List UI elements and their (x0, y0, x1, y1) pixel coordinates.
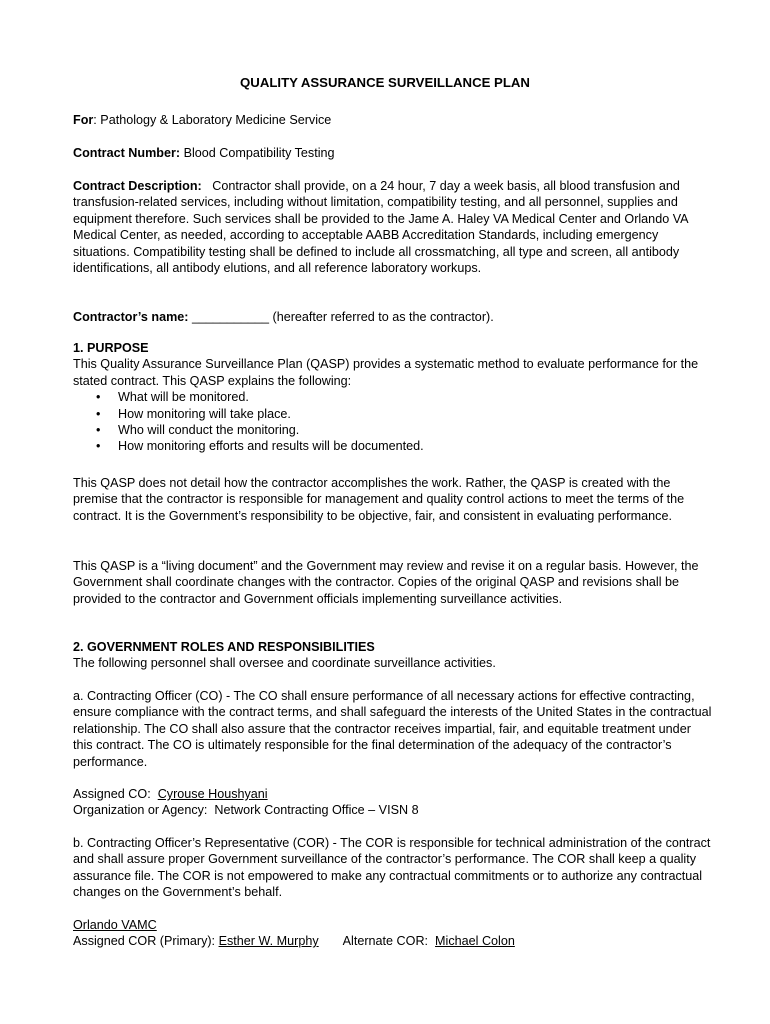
purpose-paragraph-1: This QASP does not detail how the contractor accomplishes the work. Rather, the QASP is created with the premise that the contractor is responsible for management and quality control actions to meet the terms of the contract. It is the Government’s responsibility to be objective, fair, and consistent in evaluating performance. (73, 476, 685, 523)
list-item: • What will be monitored. (73, 389, 713, 405)
assigned-co-line (73, 786, 713, 802)
contractor-name-label: Contractor’s name: (73, 310, 189, 324)
purpose-paragraph-2: This QASP is a “living document” and the Government may review and revise it on a regular basis. However, the Government shall coordinate changes with the contractor. Copies of the original QASP and revisions shall be provided to the contractor and Government officials implementing surveillance activities. (73, 559, 699, 606)
purpose-bullet-list (73, 389, 713, 455)
assigned-co-name: Cyrouse Houshyani (157, 787, 268, 801)
primary-cor-label: Assigned COR (Primary): (73, 934, 216, 949)
contract-number-line (73, 145, 713, 161)
purpose-heading: 1. PURPOSE (73, 341, 149, 355)
organization-label: Organization or Agency: (73, 803, 208, 818)
document-title: QUALITY ASSURANCE SURVEILLANCE PLAN (240, 75, 530, 90)
roles-heading: 2. GOVERNMENT ROLES AND RESPONSIBILITIES (73, 640, 375, 654)
alternate-cor-label: Alternate COR: (342, 934, 429, 949)
site-name: Orlando VAMC (73, 918, 157, 932)
for-colon: : (93, 113, 97, 127)
for-value: Pathology & Laboratory Medicine Service (100, 113, 332, 127)
cor-assignment-line (73, 933, 713, 949)
contractor-name-line (73, 309, 713, 325)
assigned-co-block (73, 786, 713, 819)
contract-number-label: Contract Number: (73, 146, 181, 160)
primary-cor-name: Esther W. Murphy (218, 934, 319, 949)
contract-number-value: Blood Compatibility Testing (183, 146, 335, 160)
list-item: • Who will conduct the monitoring. (73, 422, 713, 438)
for-label: For (73, 113, 94, 127)
organization-line (73, 802, 713, 818)
roles-intro: The following personnel shall oversee and coordinate surveillance activities. (73, 656, 496, 671)
contract-description-label: Contract Description: (73, 179, 202, 193)
purpose-section (73, 340, 713, 455)
list-item: • How monitoring efforts and results will be documented. (73, 438, 713, 454)
purpose-intro: This Quality Assurance Surveillance Plan (QASP) provides a systematic method to evaluate performance for the stated contract. This QASP explains the following: (73, 357, 699, 388)
contract-description-value: Contractor shall provide, on a 24 hour, 7 day a week basis, all blood transfusion and transfusion-related services, including without limitation, compatibility testing, and all personnel, supplies and equipment therefore. Such services shall be provided to the Jame A. Haley VA Medical Center and Orlando VA Medical Center, as needed, according to acceptable AABB Accreditation Standards, including emergency situations. Compatibility testing shall be defined to include all crossmatching, all type and screen, all antibody identifications, all antibody elutions, and all reference laboratory workups. (73, 179, 688, 276)
alternate-cor-name: Michael Colon (435, 934, 515, 949)
co-paragraph: a. Contracting Officer (CO) - The CO shall ensure performance of all necessary actions for effective contracting, ensure compliance with the contract terms, and shall safeguard the interests of the United States in the contractual relationship. The CO shall also assure that the contractor receives impartial, fair, and equitable treatment under this contract. The CO is ultimately responsible for the final determination of the adequacy of the contractor’s performance. (73, 689, 712, 769)
cor-assignment-block (73, 917, 713, 950)
for-line (73, 112, 713, 128)
contractor-name-value: ___________ (hereafter referred to as the contractor). (191, 310, 494, 324)
assigned-co-label: Assigned CO: (73, 787, 151, 801)
list-item: • How monitoring will take place. (73, 406, 713, 422)
roles-section (73, 639, 713, 672)
contract-description (73, 178, 713, 276)
organization-value: Network Contracting Office – VISN 8 (214, 803, 419, 818)
cor-paragraph: b. Contracting Officer’s Representative (COR) - The COR is responsible for technical administration of the contract and shall assure proper Government surveillance of the contractor’s performance. The COR shall keep a quality assurance file. The COR is not empowered to make any contractual commitments or to authorize any contractual changes on the Government’s behalf. (73, 836, 711, 900)
